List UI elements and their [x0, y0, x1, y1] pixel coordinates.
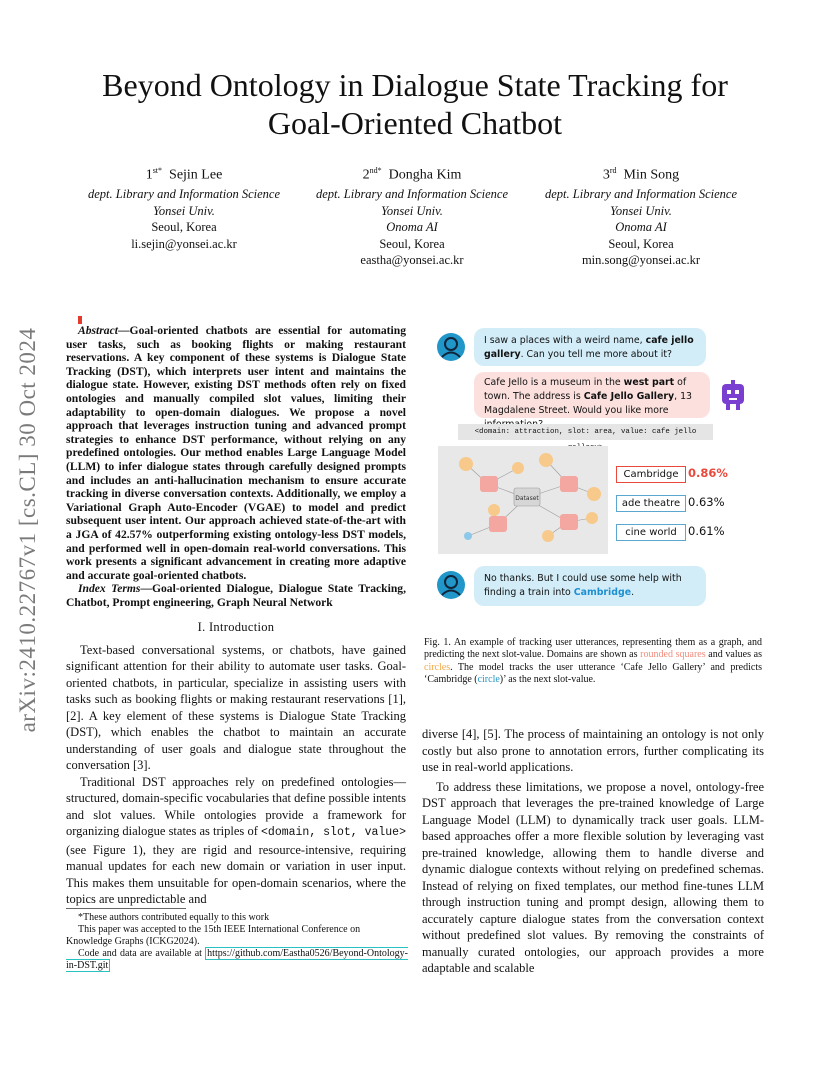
annotation-marker — [78, 316, 82, 324]
footnote-code: Code and data are available at https://github.com/Eastha0526/Beyond-Ontology-in-DST.git — [66, 948, 408, 971]
dialogue-graph — [438, 446, 608, 554]
domain-node — [560, 514, 578, 530]
value-node — [542, 530, 554, 542]
author-email[interactable]: min.song@yonsei.ac.kr — [581, 253, 701, 268]
domain-node — [489, 516, 507, 532]
value-node — [539, 453, 553, 467]
author-dept: dept. Library and Information Science — [88, 187, 280, 202]
author-dept: dept. Library and Information Science — [545, 187, 737, 202]
author-name: Dongha Kim — [388, 167, 462, 183]
author-univ: Yonsei Univ. — [153, 203, 215, 218]
user-message-1: I saw a places with a weird name, cafe jello gallery. Can you tell me more about it? — [474, 328, 706, 366]
author-affiliation: Onoma AI — [615, 220, 667, 235]
index-terms-lead: Index Terms — [78, 582, 141, 596]
intro-paragraph-1: Text-based conversational systems, or chatbots, have gained significant attention for their ability to automate user tasks. Goal-oriented chatbots, in particular, specialize in assisting users with tasks such as booking flights or making restaurant reservations [1], [2]. A key element of these systems is Dialogue State Tracking (DST), which enables the chatbot to maintain an accurate understanding of user goals and dialogue state throughout the conversation [3]. — [66, 642, 406, 773]
author-affiliation: Onoma AI — [386, 220, 438, 235]
user-icon — [436, 332, 466, 362]
author-city: Seoul, Korea — [608, 236, 674, 251]
graph-center-label: Dataset — [515, 495, 539, 502]
section-heading: I. Introduction — [197, 620, 275, 635]
predicted-value-node — [464, 532, 472, 540]
author-email[interactable]: eastha@yonsei.ac.kr — [360, 253, 464, 268]
author-name: Min Song — [623, 167, 680, 183]
abstract-body: —Goal-oriented chatbots are essential for automating user tasks, such as booking flights or making restaurant reservations. A key component of these systems is Dialogue State Tracking (DST), which interprets user intent and maintains the dialogue state. However, existing DST methods often rely on fixed ontologies and manually compiled slot values, limiting their adaptability to open-domain dialogues. We propose a novel approach that leverages instruction tuning and advanced prompt strategies to enhance DST performance, without relying on any predefined ontologies. Our method enables Large Language Model (LLM) to infer dialogue states through carefully designed prompts and includes an anti-hallucination mechanism to ensure accurate tracking in diverse conversation contexts. Additionally, we employ a Variational Graph Auto-Encoder (VGAE) to model and predict subsequent user intent. Our approach achieved state-of-the-art with a JGA of 42.57% outperforming existing ontology-less DST models, and performed well in open-domain real-world conversations. This work presents a significant advancement in creating more adaptive and accurate goal-oriented chatbots. — [66, 324, 406, 582]
left-column — [66, 324, 406, 908]
robot-icon — [718, 380, 748, 412]
prediction-label-1: Cambridge — [616, 466, 686, 483]
author-3: 3rd Min Song dept. Library and Information Science Yonsei Univ. Onoma AI Seoul, Korea min.song@yonsei.ac.kr — [521, 163, 761, 269]
value-node — [488, 504, 500, 516]
footnotes — [66, 908, 408, 972]
footnote-equal-contribution: *These authors contributed equally to this work — [78, 912, 270, 923]
arxiv-sidebar — [8, 290, 48, 770]
domain-node — [560, 476, 578, 492]
value-node — [586, 512, 598, 524]
domain-node — [480, 476, 498, 492]
footnote-acceptance: This paper was accepted to the 15th IEEE International Conference on Knowledge Graphs (ICKG2024). — [66, 924, 361, 947]
bot-message: Cafe Jello is a museum in the west part of town. The address is Cafe Jello Gallery, 13 Magdalene Street. Would you like more — [474, 372, 710, 418]
figure-caption: Fig. 1. An example of tracking user utterances, representing them as a graph, and predicting the next slot-value. Domains are shown as rounded squares and values as circles. The model tracks the user utterance ‘Cafe Jello Gallery’ and predicts ‘Cambridge (circle)’ as the next slot-value. — [424, 637, 762, 686]
author-univ: Yonsei Univ. — [610, 203, 672, 218]
prediction-label-2: ade theatre — [616, 495, 686, 512]
value-node — [587, 487, 601, 501]
github-link[interactable]: https://github.com/Eastha0526/Beyond-Ontology-in-DST.git — [66, 948, 408, 971]
paper-title — [70, 66, 760, 142]
title-line-2: Goal-Oriented Chatbot — [267, 105, 563, 141]
prediction-score-2: 0.63% — [688, 495, 725, 509]
right-paragraph-2: To address these limitations, we propose a novel, ontology-free DST approach that leverages the pre-trained knowledge of Large Language Model (LLM) to dynamically track user goals. LLM-based approaches offer a more flexible solution by leveraging vast pre-trained knowledge, allowing them to handle diverse and dynamic dialogue contexts without relying on predefined schemas. Instead of relying on fixed templates, our method fine-tunes LLM through instruction tuning and prompt design, allowing them to accurately capture dialogue states from the conversation context without predefined slot values. By removing the constraints of manually curated ontologies, our approach provides a more adaptable and scalable — [422, 779, 764, 975]
author-univ: Yonsei Univ. — [381, 203, 443, 218]
user-icon-2 — [436, 570, 466, 600]
author-name: Sejin Lee — [169, 167, 223, 183]
value-node — [512, 462, 524, 474]
footnote-rule — [66, 908, 186, 909]
right-paragraph-1: diverse [4], [5]. The process of maintaining an ontology is not only costly but also prone to annotation errors, further complicating its use in real-world applications. — [422, 727, 764, 774]
title-line-1: Beyond Ontology in Dialogue State Tracking for — [102, 67, 728, 103]
prediction-label-3: cine world — [616, 524, 686, 541]
author-city: Seoul, Korea — [151, 220, 217, 235]
author-email[interactable]: li.sejin@yonsei.ac.kr — [131, 236, 237, 251]
author-city: Seoul, Korea — [379, 236, 445, 251]
arxiv-id: arXiv:2410.22767v1 [cs.CL] 30 Oct 2024 — [15, 327, 40, 733]
user-message-2: No thanks. But I could use some help with finding a train into Cambridge. — [474, 566, 706, 606]
intro-paragraph-2: Traditional DST approaches rely on predefined ontologies—structured, domain-specific vocabularies that define possible intents and slot values. While ontologies provide a framework for organizing dialogue states as triples of <domain, slot, value> (see Figure 1), they are rigid and resource-intensive, requiring manual updates for each new domain or variation in user input. This makes them unsuitable for open-domain scenarios, where the topics are unpredictable and — [66, 774, 406, 907]
author-dept: dept. Library and Information Science — [316, 187, 508, 202]
author-2: $2^{nd*}$ Dongha Kim dept. Library and Information Science Yonsei Univ. Onoma AI Seoul, Korea eastha@yonsei.ac.kr — [292, 163, 532, 269]
index-terms-body: —Goal-oriented Dialogue, Dialogue State Tracking, Chatbot, Prompt engineering, Graph Neural Network — [66, 582, 406, 609]
right-column — [422, 726, 764, 977]
value-node — [459, 457, 473, 471]
slot-triple: <domain: attraction, slot: area, value: cafe jello — [458, 424, 713, 440]
abstract — [66, 324, 406, 609]
prediction-score-3: 0.61% — [688, 524, 725, 538]
prediction-score-1: 0.86% — [688, 466, 728, 480]
abstract-lead: Abstract — [78, 324, 118, 337]
author-1: $1^{st*}$ Sejin Lee dept. Library and Information Science Yonsei Univ. Seoul, Korea li.sejin@yonsei.ac.kr — [64, 163, 304, 252]
